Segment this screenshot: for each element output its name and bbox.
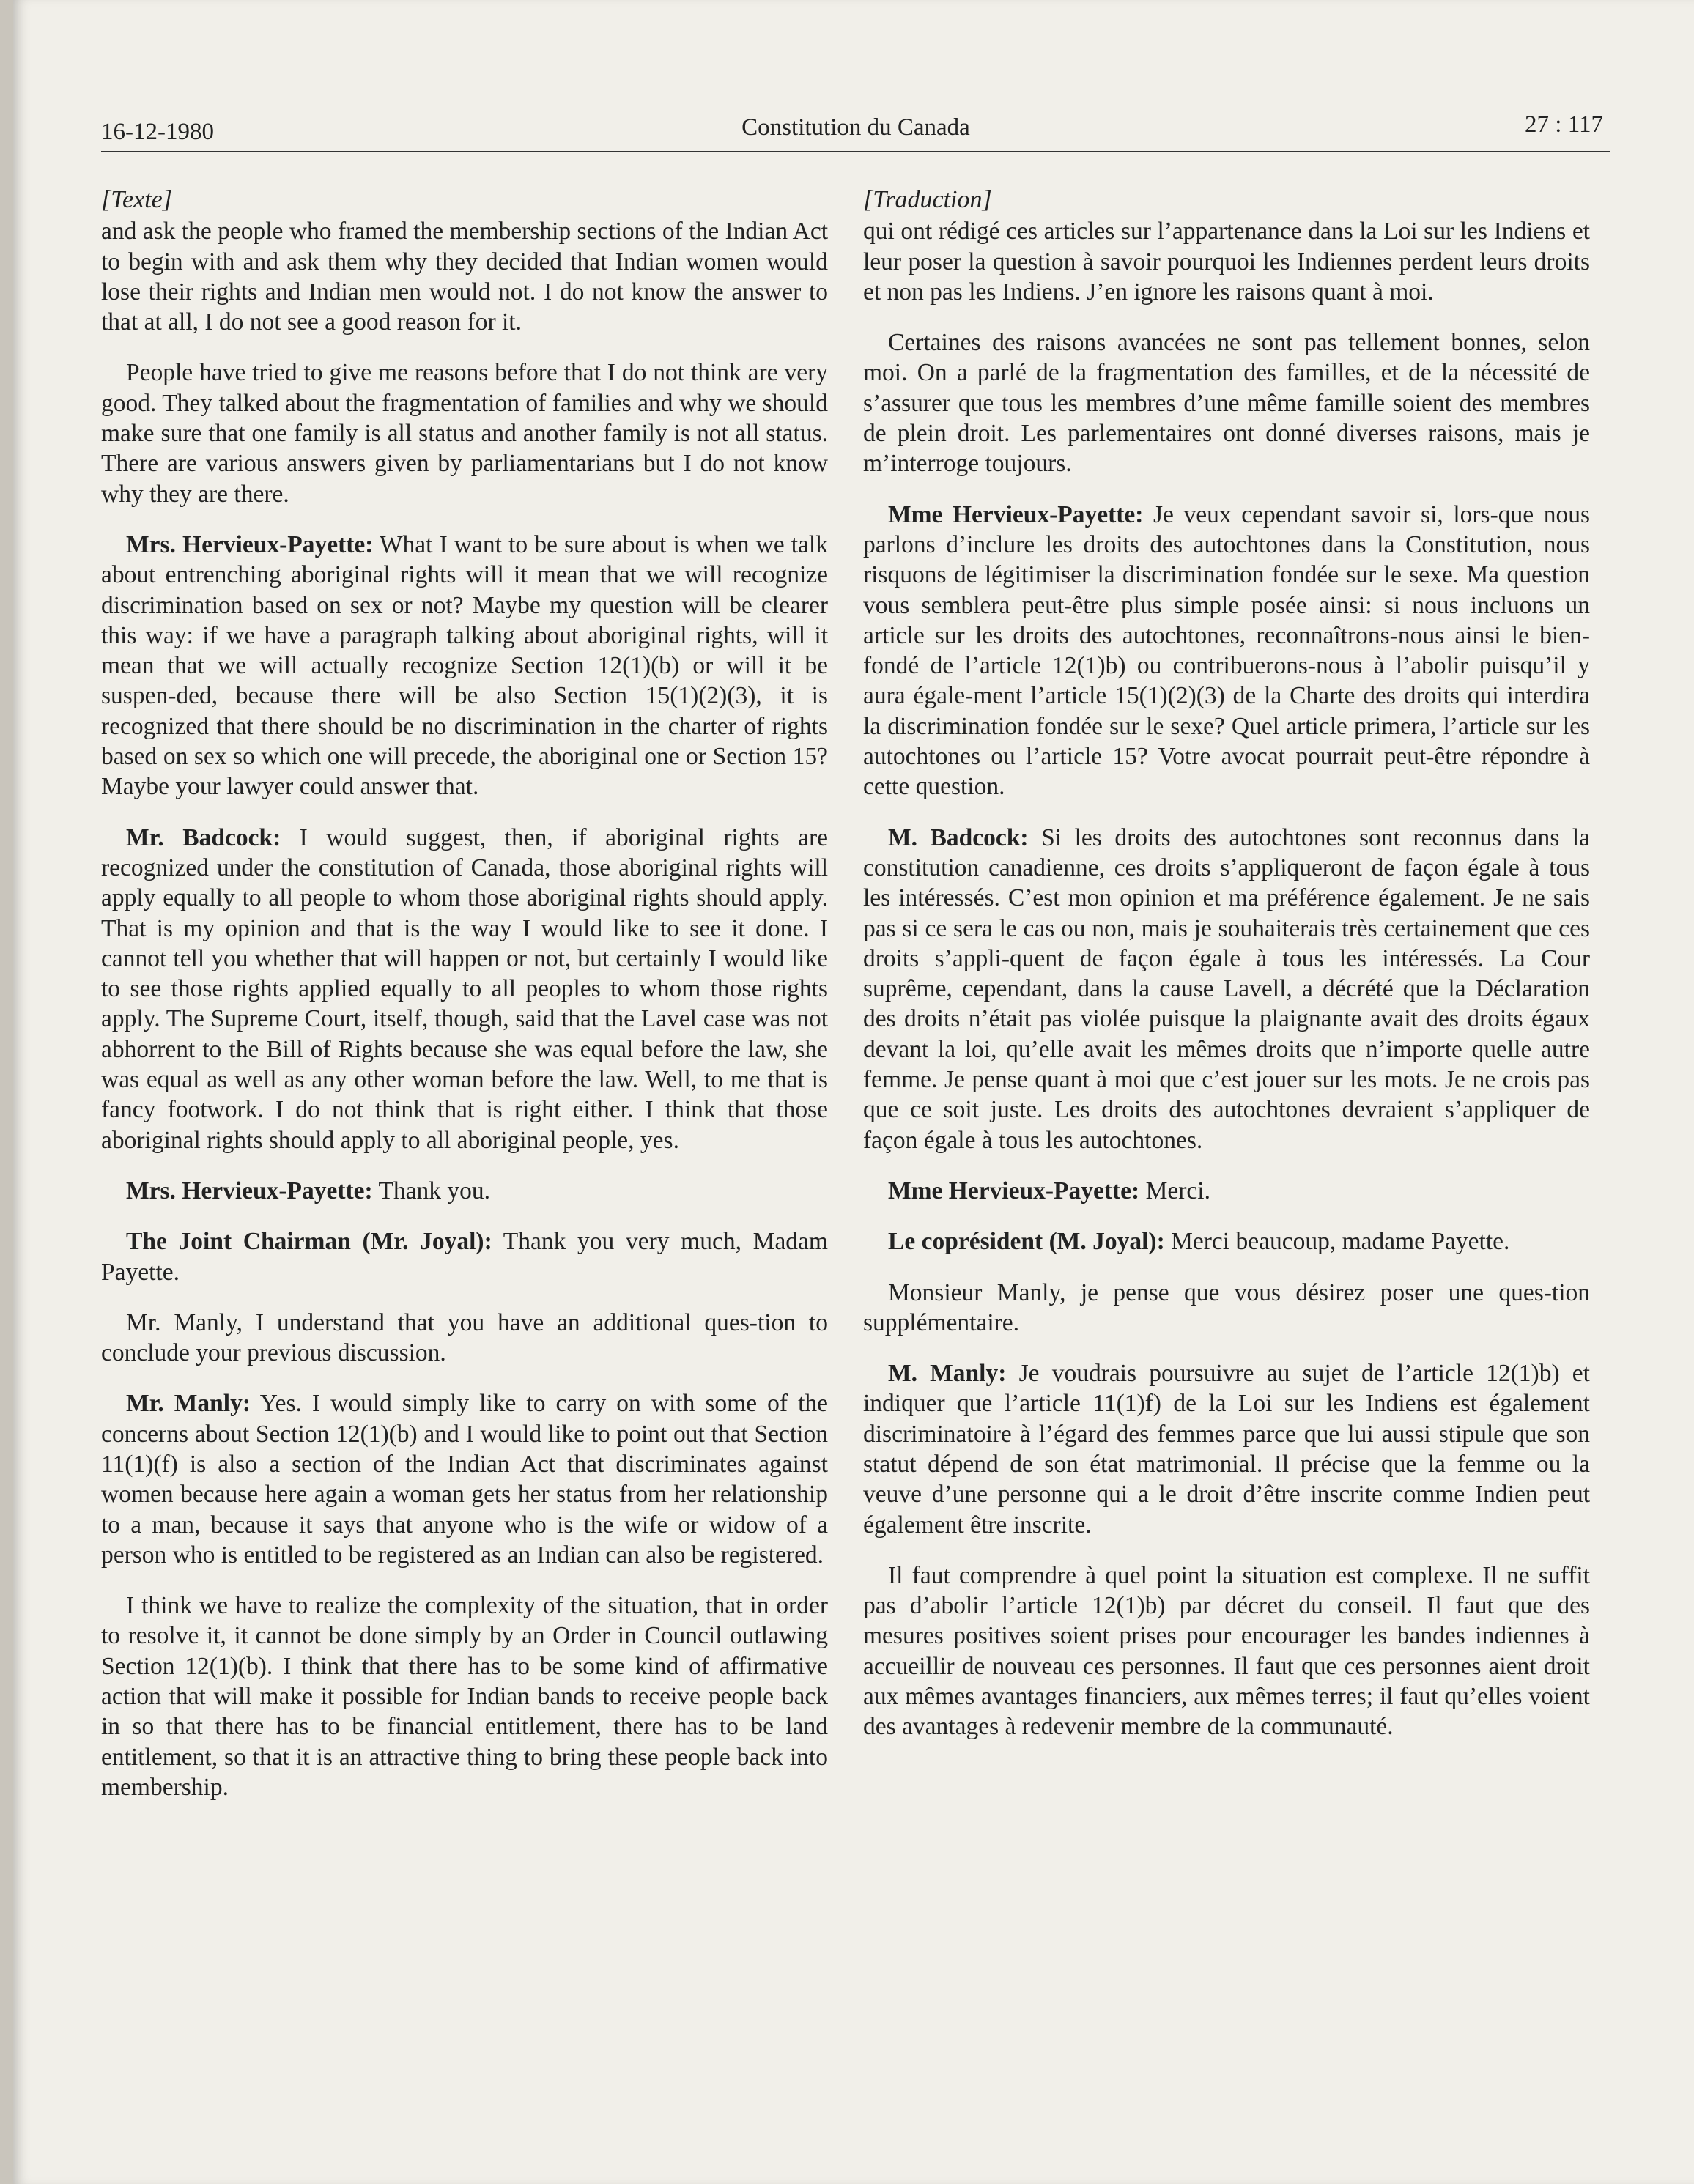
paragraph-text: Mr. Manly, I understand that you have an additional ques-tion to conclude your previous discussion. xyxy=(101,1308,828,1367)
header-page-number: 27 : 117 xyxy=(1525,111,1603,138)
paragraph xyxy=(863,1226,1590,1256)
paragraph-text: Je veux cependant savoir si, lors-que nous parlons d’inclure les droits des autochtones dans la Constitution, nous risquons de légitimiser la discrimination fondée sur le sexe. Ma question vous semblera peut-être plus simple posée ainsi: si nous incluons un article sur les droits des autochtones, reconnaîtrons-nous ainsi le bien-fondé de l’article 12(1)b) ou contribuerons-nous à l’abolir puisqu’il y aura égale-ment l’article 15(1)(2)(3) de la Charte des droits qui interdira la discrimination fondée sur le sexe? Quel article primera, l’article sur les autochtones ou l’article 15? Votre avocat pourrait peut-être répondre à cette question. xyxy=(863,500,1590,801)
paragraph xyxy=(101,1226,828,1287)
speaker-name: Mr. Badcock: xyxy=(126,823,281,851)
paragraph-text: Certaines des raisons avancées ne sont pas tellement bonnes, selon moi. On a parlé de la fragmentation des familles, et de la nécessité de s’assurer que tous les membres d’une même famille soient des membres de plein droit. Les parlementaires ont donné diverses raisons, mais je m’interroge toujours. xyxy=(863,329,1590,478)
paragraph xyxy=(863,327,1590,478)
paragraph-text: What I want to be sure about is when we talk about entrenching aboriginal rights will it mean that we will recognize discrimination based on sex or not? Maybe my question will be clearer this way: if we have a paragraph talking about aboriginal rights, will it mean that we will actually recognize Section 12(1)(b) or will it be suspen-ded, because there will be also Section 15(1)(2)(3), it is recognized that there should be no discrimination in the charter of rights based on sex so which one will precede, the aboriginal one or Section 15? Maybe your lawyer could answer that. xyxy=(101,530,828,801)
header-title: Constitution du Canada xyxy=(741,114,970,141)
paragraph-text: Merci. xyxy=(1139,1177,1210,1204)
paragraph-text: Merci beaucoup, madame Payette. xyxy=(1164,1228,1510,1256)
paragraph-text: qui ont rédigé ces articles sur l’appartenance dans la Loi sur les Indiens et leur poser la question à savoir pourquoi les Indiennes perdent leurs droits et non pas les Indiens. J’en ignore les raisons quant à moi. xyxy=(863,218,1590,306)
speaker-name: M. Manly: xyxy=(888,1360,1007,1388)
paragraph xyxy=(863,823,1590,1155)
header-date: 16-12-1980 xyxy=(101,119,214,145)
paragraph-text: Je voudrais poursuivre au sujet de l’article 12(1)b) et indiquer que l’article 11(1)f) de la Loi sur les Indiens est également discriminatoire à l’égard des femmes parce que lui aussi stipule que son statut dépend de son état matrimonial. Il précise que la femme ou la veuve d’une personne qui a le droit d’être inscrite comme Indien peut également être inscrite. xyxy=(863,1360,1590,1539)
paragraph xyxy=(101,1591,828,1802)
paragraph-text: I would suggest, then, if aboriginal rights are recognized under the constitution of Canada, those aboriginal rights will apply equally to all people to whom those aboriginal rights should apply. That is my opinion and that is the way I would like to see it done. I cannot tell you whether that will happen or not, but certainly I would like to see those rights applied equally to all peoples to whom those rights apply. The Supreme Court, itself, though, said that the Lavel case was not abhorrent to the Bill of Rights because she was equal before the law, she was equal as well as any other woman before the law. Well, to me that is fancy footwork. I do not think that is right either. I think that those aboriginal rights should apply to all aboriginal people, yes. xyxy=(101,823,829,1154)
paragraph-text: People have tried to give me reasons before that I do not think are very good. They talked about the fragmentation of families and why we should make sure that one family is all status and another family is not all status. There are various answers given by parliamentarians but I do not know why they are there. xyxy=(101,359,828,508)
paragraph-text: Il faut comprendre à quel point la situation est complexe. Il ne suffit pas d’abolir l’article 12(1)b) par décret du conseil. Il faut que des mesures positives soient prises pour encourager les bandes indiennes à accueillir de nouveau ces personnes. Il faut que ces personnes aient droit aux mêmes avantages financiers, aux mêmes terres; il faut qu’elles voient des avantages à redevenir membre de la communauté. xyxy=(863,1561,1590,1741)
document-page xyxy=(13,0,1694,2184)
column-label-traduction: [Traduction] xyxy=(863,186,992,213)
paragraph-text: I think we have to realize the complexity of the situation, that in order to resolve it, it cannot be done simply by an Order in Council outlawing Section 12(1)(b). I think that there has to be some kind of affirmative action that will make it possible for Indian bands to receive people back in so that there has to be financial entitlement, there has to be land entitlement, so that it is an attractive thing to bring these people back into membership. xyxy=(101,1592,828,1801)
paragraph xyxy=(863,1278,1590,1339)
paragraph-text: Monsieur Manly, je pense que vous désirez poser une ques-tion supplémentaire. xyxy=(863,1278,1590,1336)
paragraph xyxy=(101,358,828,508)
paragraph xyxy=(863,1176,1590,1206)
paragraph xyxy=(863,216,1590,307)
page-header xyxy=(101,110,1610,152)
speaker-name: Mr. Manly: xyxy=(126,1390,251,1418)
paragraph-text: and ask the people who framed the membership sections of the Indian Act to begin with and ask them why they decided that Indian women would lose their rights and Indian men would not. I do not know the answer to that at all, I do not see a good reason for it. xyxy=(101,218,828,336)
left-column-english xyxy=(101,185,828,1823)
speaker-name: Le coprésident (M. Joyal): xyxy=(888,1228,1165,1256)
paragraph xyxy=(101,1388,828,1570)
paragraph xyxy=(101,1176,828,1206)
paragraph xyxy=(863,1358,1590,1540)
paragraph xyxy=(101,530,828,802)
paragraph xyxy=(101,216,828,337)
speaker-name: Mrs. Hervieux-Payette: xyxy=(126,530,374,558)
paragraph-text: Thank you. xyxy=(372,1177,491,1204)
right-column-french xyxy=(863,185,1590,1763)
speaker-name: The Joint Chairman (Mr. Joyal): xyxy=(126,1228,492,1256)
paragraph-text: Thank you very much, Madam Payette. xyxy=(101,1228,828,1286)
paragraph-text: Yes. I would simply like to carry on with some of the concerns about Section 12(1)(b) and I would like to point out that Section 11(1)(f) is also a section of the Indian Act that discriminates against women because here again a woman gets her status from her relationship to a man, because it says that anyone who is the wife or widow of a person who is entitled to be registered as an Indian can also be registered. xyxy=(101,1390,828,1569)
paragraph-text: Si les droits des autochtones sont reconnus dans la constitution canadienne, ces droits s’appliqueront de façon égale à tous les intéressés. C’est mon opinion et ma préférence également. Je ne sais pas si ce sera le cas ou non, mais je souhaiterais très certainement que ces droits s’appli-quent de façon égale à tous les intéressés. La Cour suprême, cependant, dans la cause Lavell, a décrété que la Déclaration des droits n’était pas violée puisque la plaignante avait des droits égaux devant la loi, qu’elle avait les mêmes droits que n’importe quelle autre femme. Je pense quant à moi que c’est jouer sur les mots. Je ne crois pas que ce soit juste. Les droits des autochtones devraient s’appliquer de façon égale à tous les autochtones. xyxy=(863,823,1590,1154)
paragraph xyxy=(863,500,1590,802)
speaker-name: Mme Hervieux-Payette: xyxy=(888,500,1144,528)
speaker-name: Mrs. Hervieux-Payette: xyxy=(126,1177,373,1204)
paragraph xyxy=(101,1308,828,1369)
paragraph xyxy=(101,823,828,1155)
paragraph xyxy=(863,1561,1590,1742)
speaker-name: Mme Hervieux-Payette: xyxy=(888,1177,1140,1204)
column-label-texte: [Texte] xyxy=(101,186,172,213)
speaker-name: M. Badcock: xyxy=(888,823,1029,851)
